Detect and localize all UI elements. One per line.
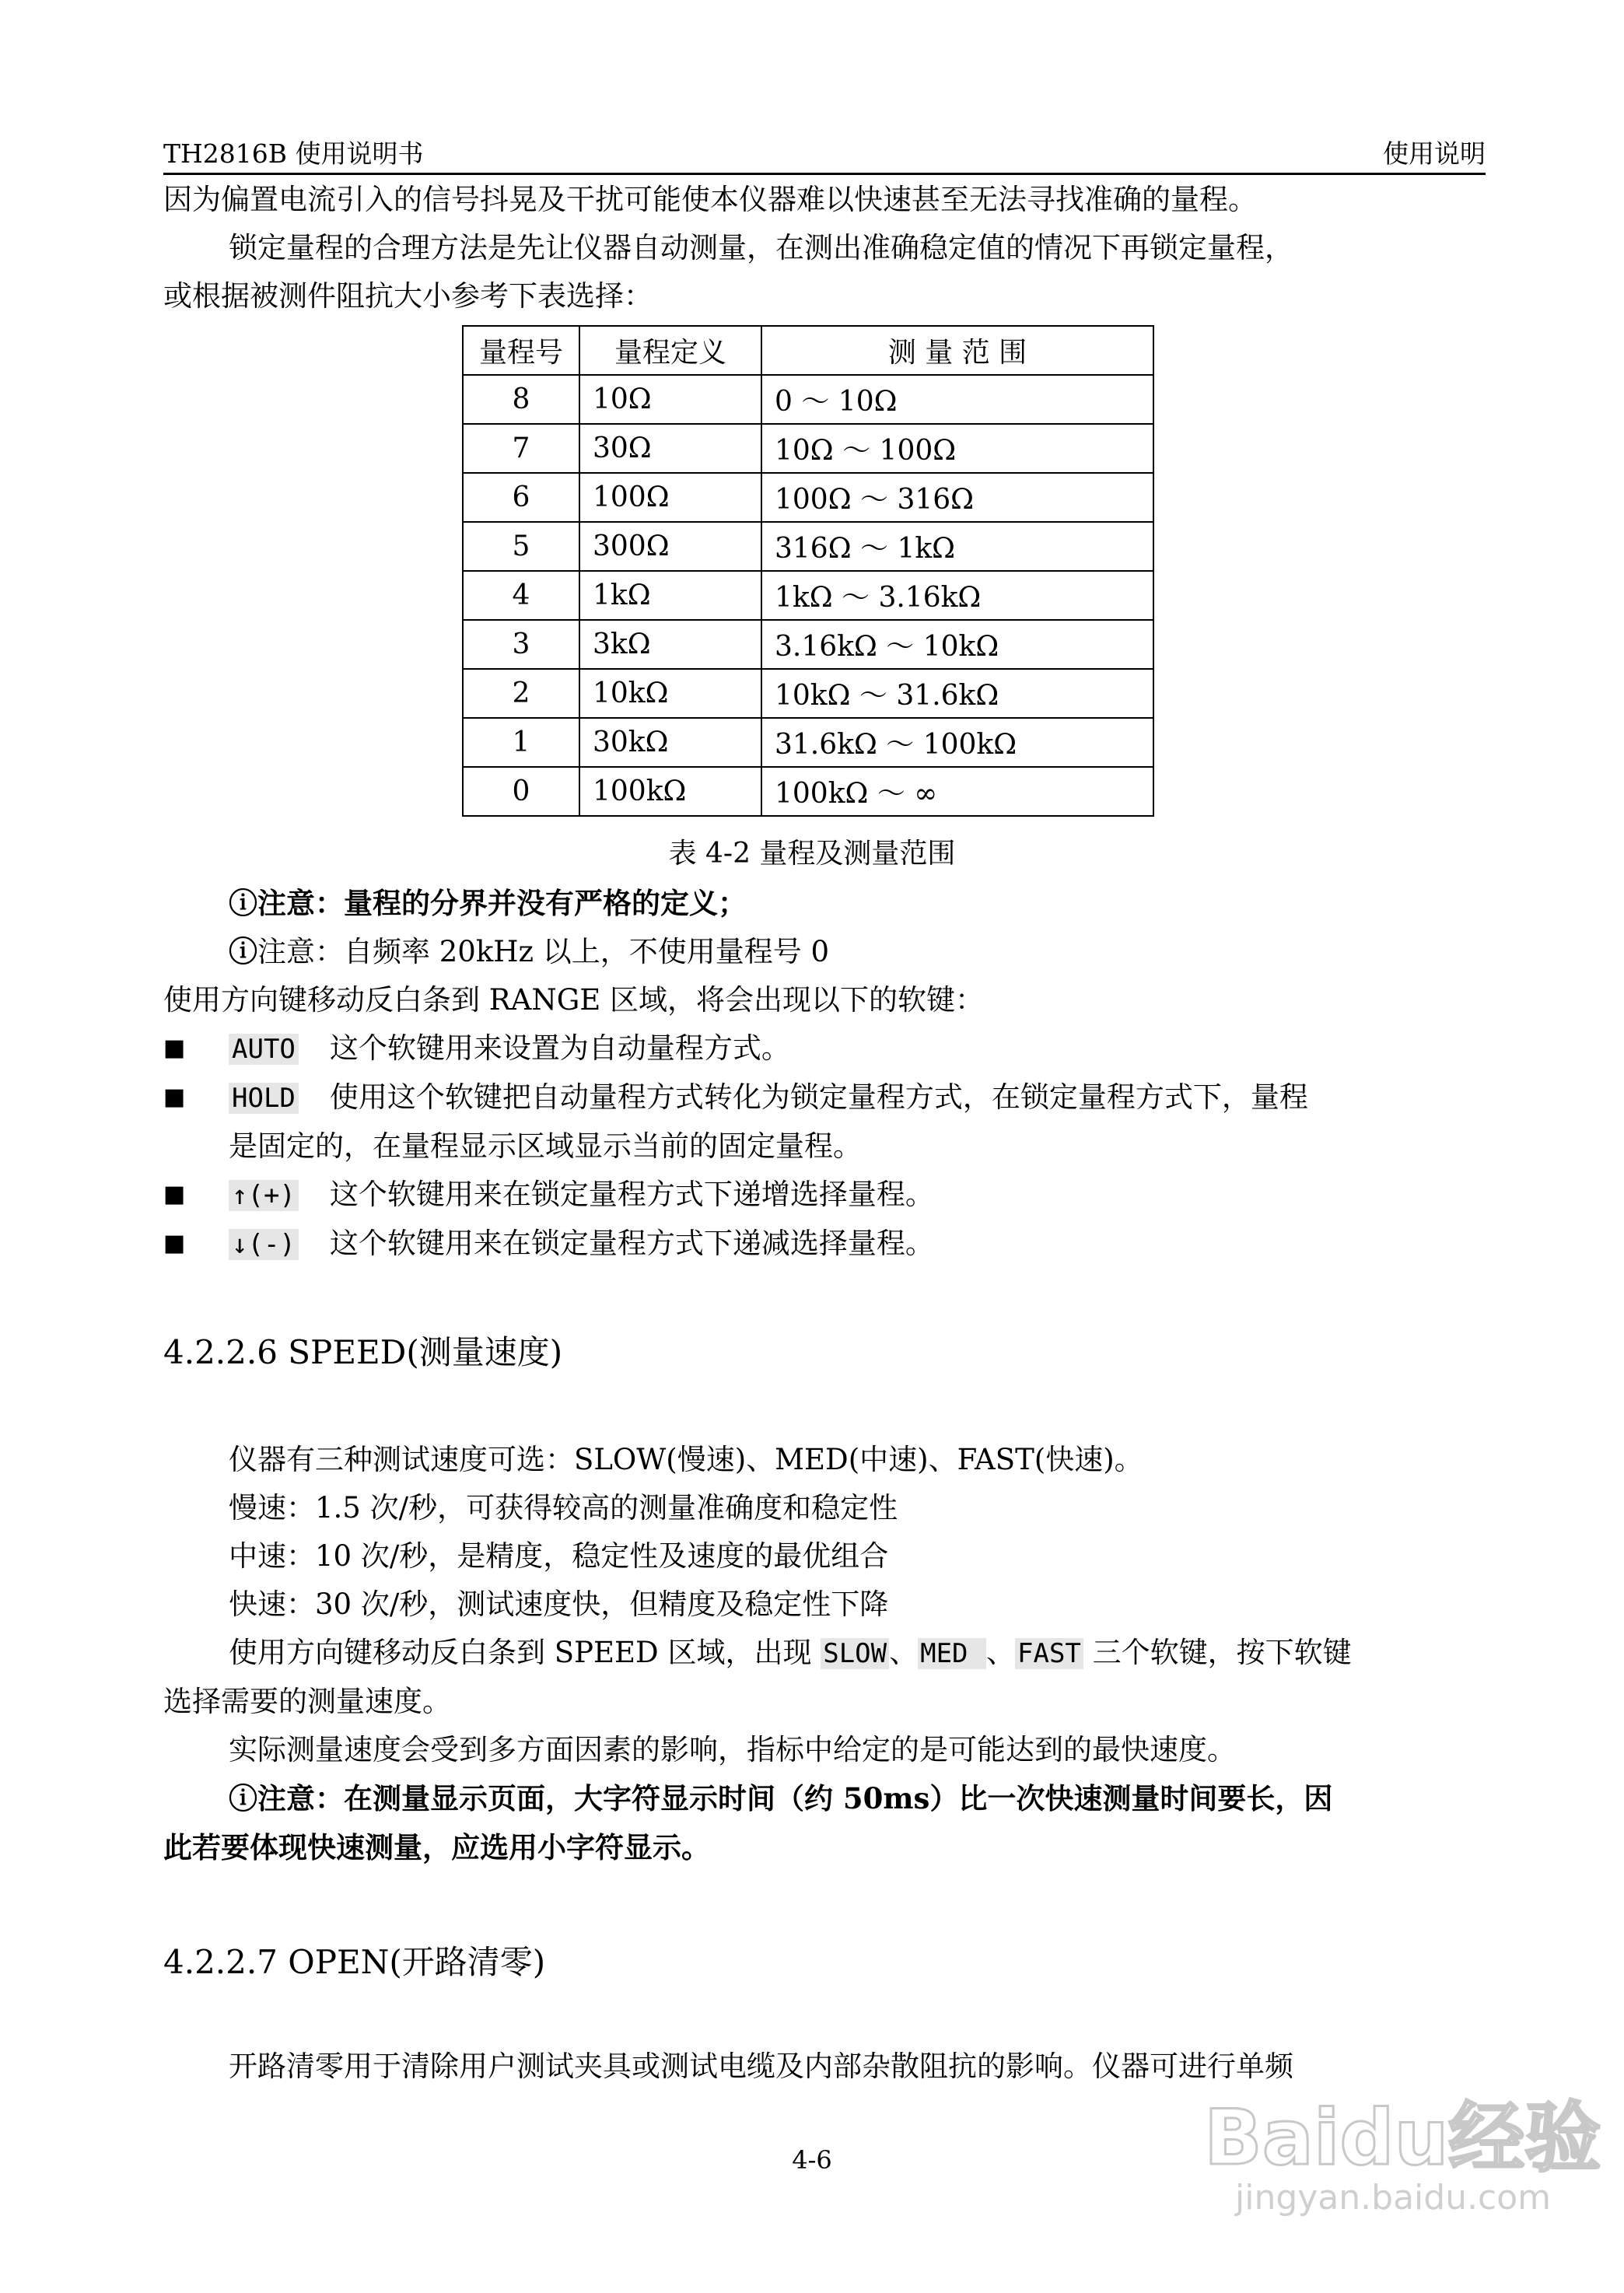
cell-measure-range: 316Ω ～ 1kΩ: [761, 522, 1153, 571]
table-row: [463, 620, 1153, 669]
speed-softkeys-line-continued: 选择需要的测量速度。: [163, 1685, 451, 1718]
section-title-open: 4.2.2.7 OPEN(开路清零): [163, 1943, 546, 1981]
table-row: [463, 767, 1153, 816]
baidu-jingyan-watermark: [1204, 2061, 1601, 2240]
cell-range-number: 2: [463, 669, 579, 718]
cell-range-number: 4: [463, 571, 579, 620]
speed-line-1: 仪器有三种测试速度可选：SLOW(慢速)、MED(中速)、FAST(快速)。: [229, 1443, 1143, 1476]
cell-range-definition: 100Ω: [579, 473, 761, 522]
cell-range-definition: 300Ω: [579, 522, 761, 571]
cell-measure-range: 10Ω ～ 100Ω: [761, 424, 1153, 473]
cell-measure-range: 3.16kΩ ～ 10kΩ: [761, 620, 1153, 669]
softkey-slow[interactable]: SLOW: [821, 1638, 889, 1669]
header-range-definition: 量程定义: [579, 326, 761, 375]
cell-measure-range: 1kΩ ～ 3.16kΩ: [761, 571, 1153, 620]
softkey-auto-description: 这个软键用来设置为自动量程方式。: [329, 1031, 790, 1065]
section-title-speed: 4.2.2.6 SPEED(测量速度): [163, 1333, 563, 1371]
list-item: [163, 1073, 1486, 1122]
table-row: [463, 669, 1153, 718]
cell-range-number: 6: [463, 473, 579, 522]
softkey-range-down-description: 这个软键用来在锁定量程方式下递减选择量程。: [329, 1227, 934, 1260]
cell-range-definition: 30kΩ: [579, 718, 761, 767]
cell-range-definition: 10kΩ: [579, 669, 761, 718]
page-number: 4-6: [792, 2145, 832, 2175]
cell-measure-range: 0 ～ 10Ω: [761, 375, 1153, 424]
intro-line-1: 因为偏置电流引入的信号抖晃及干扰可能使本仪器难以快速甚至无法寻找准确的量程。: [163, 183, 1257, 216]
table-row: [463, 375, 1153, 424]
speed-line-fast: 快速：30 次/秒，测试速度快，但精度及稳定性下降: [229, 1588, 889, 1621]
list-item: [163, 1220, 1486, 1269]
bullet-square-icon: ■: [163, 1083, 186, 1111]
cell-range-definition: 10Ω: [579, 375, 761, 424]
note-range-frequency: ⓘ注意：自频率 20kHz 以上，不使用量程号 0: [229, 935, 830, 968]
cell-range-definition: 1kΩ: [579, 571, 761, 620]
cell-measure-range: 100kΩ ～ ∞: [761, 767, 1153, 816]
cell-measure-range: 31.6kΩ ～ 100kΩ: [761, 718, 1153, 767]
table-row: [463, 473, 1153, 522]
cell-range-number: 0: [463, 767, 579, 816]
softkey-auto[interactable]: AUTO: [229, 1034, 299, 1065]
range-softkeys-intro: 使用方向键移动反白条到 RANGE 区域，将会出现以下的软键：: [163, 983, 985, 1017]
speed-line-med: 中速：10 次/秒，是精度，稳定性及速度的最优组合: [229, 1539, 889, 1573]
softkey-hold[interactable]: HOLD: [229, 1083, 299, 1114]
cell-range-number: 8: [463, 375, 579, 424]
speed-paragraphs: [163, 1436, 1486, 1871]
header-measure-range: 测 量 范 围: [761, 326, 1153, 375]
softkey-range-up-description: 这个软键用来在锁定量程方式下递增选择量程。: [329, 1178, 934, 1211]
intro-paragraphs: [163, 176, 1486, 320]
table-caption: 表 4-2 量程及测量范围: [668, 838, 956, 870]
speed-actual-note: 实际测量速度会受到多方面因素的影响，指标中给定的是可能达到的最快速度。: [229, 1733, 1236, 1766]
softkey-hold-description: 使用这个软键把自动量程方式转化为锁定量程方式，在锁定量程方式下，量程: [329, 1080, 1308, 1114]
softkey-range-down[interactable]: ↓(-): [229, 1229, 299, 1260]
open-line-1: 开路清零用于清除用户测试夹具或测试电缆及内部杂散阻抗的影响。仪器可进行单频: [229, 2050, 1293, 2083]
info-icon: ⓘ: [229, 1782, 257, 1815]
cell-measure-range: 10kΩ ～ 31.6kΩ: [761, 669, 1153, 718]
header-section-title: 使用说明: [1383, 138, 1486, 169]
bullet-square-icon: ■: [163, 1230, 186, 1257]
table-row: [463, 424, 1153, 473]
watermark-brand: Baidu经验: [1204, 2094, 1601, 2183]
speed-line-slow: 慢速：1.5 次/秒，可获得较高的测量准确度和稳定性: [229, 1491, 898, 1525]
range-notes-and-softkeys: [163, 879, 1486, 1269]
info-icon: ⓘ: [229, 887, 257, 920]
note-large-characters: ⓘ注意：在测量显示页面，大字符显示时间（约 50ms）比一次快速测量时间要长，因: [229, 1781, 1333, 1815]
cell-range-number: 1: [463, 718, 579, 767]
cell-range-definition: 30Ω: [579, 424, 761, 473]
softkey-hold-description-continued: 是固定的，在量程显示区域显示当前的固定量程。: [229, 1129, 862, 1163]
header-range-number: 量程号: [463, 326, 579, 375]
cell-range-definition: 3kΩ: [579, 620, 761, 669]
range-table: [462, 325, 1154, 817]
intro-line-2: 锁定量程的合理方法是先让仪器自动测量，在测出准确稳定值的情况下再锁定量程，: [229, 231, 1293, 264]
watermark-url: jingyan.baidu.com: [1235, 2178, 1552, 2218]
page-header: [163, 134, 1486, 175]
note-range-boundary: ⓘ注意：量程的分界并没有严格的定义；: [229, 886, 747, 920]
softkey-med[interactable]: MED: [918, 1638, 986, 1669]
table-row: [463, 571, 1153, 620]
range-table-header-row: [463, 326, 1153, 375]
header-manual-title: TH2816B 使用说明书: [163, 138, 424, 169]
bullet-square-icon: ■: [163, 1181, 186, 1208]
info-icon: ⓘ: [229, 935, 257, 968]
table-row: [463, 522, 1153, 571]
bullet-square-icon: ■: [163, 1034, 186, 1062]
cell-range-number: 7: [463, 424, 579, 473]
softkey-fast[interactable]: FAST: [1015, 1638, 1083, 1669]
list-item: [163, 1024, 1486, 1073]
table-row: [463, 718, 1153, 767]
cell-range-number: 5: [463, 522, 579, 571]
note-large-characters-continued: 此若要体现快速测量，应选用小字符显示。: [163, 1830, 710, 1864]
intro-line-3: 或根据被测件阻抗大小参考下表选择：: [163, 279, 653, 313]
cell-measure-range: 100Ω ～ 316Ω: [761, 473, 1153, 522]
softkey-range-up[interactable]: ↑(+): [229, 1180, 299, 1211]
cell-range-definition: 100kΩ: [579, 767, 761, 816]
list-item: [163, 1171, 1486, 1220]
speed-softkeys-line: 使用方向键移动反白条到 SPEED 区域，出现 SLOW、MED 、FAST 三个软键，按下软键: [229, 1636, 1352, 1669]
cell-range-number: 3: [463, 620, 579, 669]
